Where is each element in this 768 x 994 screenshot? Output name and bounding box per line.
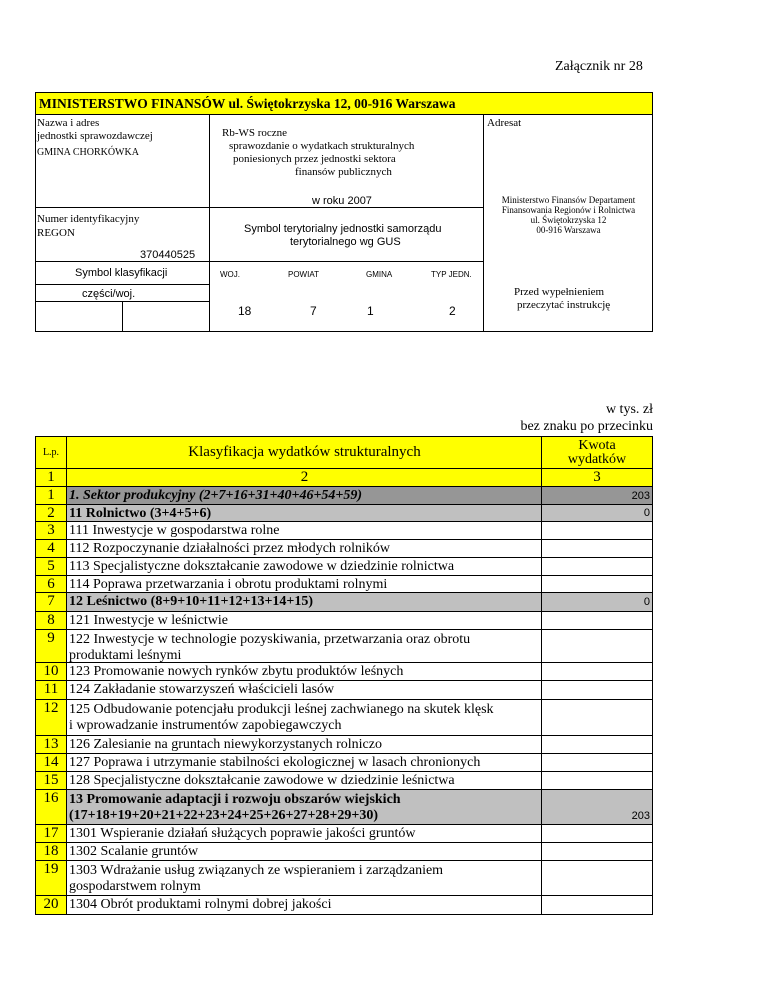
row-classification-line: (17+18+19+20+21+22+23+24+25+26+27+28+29+30): [69, 808, 379, 823]
row-lp: 8: [35, 612, 67, 630]
row-amount[interactable]: [541, 896, 653, 915]
col-num-class: 2: [67, 469, 542, 487]
row-lp: 6: [35, 576, 67, 593]
val-powiat: 7: [310, 304, 317, 318]
col-amount-header: [541, 436, 653, 469]
row-classification: [67, 861, 542, 896]
class-label: Symbol klasyfikacji: [75, 267, 168, 279]
row-amount[interactable]: [541, 861, 653, 896]
addressee-line: ul. Świętokrzyska 12: [530, 215, 607, 225]
addressee-line: Ministerstwo Finansów Departament: [501, 195, 636, 205]
addressee-label: Adresat: [487, 117, 522, 129]
col-amount-label: wydatków: [567, 452, 627, 467]
row-lp: 3: [35, 522, 67, 540]
row-classification: [67, 630, 542, 663]
row-lp: 13: [35, 736, 67, 754]
row-lp: 9: [35, 630, 67, 663]
row-amount[interactable]: 203: [541, 790, 653, 825]
row-classification: 1302 Scalanie gruntów: [67, 843, 542, 861]
row-classification-line: 13 Promowanie adaptacji i rozwoju obszarów wiejskich: [69, 792, 401, 807]
row-classification: 111 Inwestycje w gospodarstwa rolne: [67, 522, 542, 540]
row-classification: 11 Rolnictwo (3+4+5+6): [67, 505, 542, 522]
row-classification: 127 Poprawa i utrzymanie stabilności ekologicznej w lasach chronionych: [67, 754, 542, 772]
ministry-bar: MINISTERSTWO FINANSÓW ul. Świętokrzyska 12, 00-916 Warszawa: [35, 92, 653, 115]
id-label: REGON: [37, 227, 75, 239]
row-amount[interactable]: [541, 843, 653, 861]
row-classification-line: 125 Odbudowanie potencjału produkcji leśnej zachwianego na skutek klęsk: [69, 702, 494, 717]
unit-label: Nazwa i adres: [37, 117, 100, 129]
row-classification-line: i wprowadzanie instrumentów zapobiegawczych: [69, 718, 342, 733]
report-title: poniesionych przez jednostki sektora: [233, 153, 396, 165]
col-powiat: POWIAT: [288, 270, 319, 279]
col-lp-header: L.p.: [35, 436, 67, 469]
row-amount[interactable]: [541, 825, 653, 843]
val-gmina: 1: [367, 304, 374, 318]
row-classification: [67, 700, 542, 736]
units-label: w tys. zł: [605, 402, 653, 417]
annex-number: Załącznik nr 28: [555, 59, 643, 74]
row-lp: 19: [35, 861, 67, 896]
row-amount[interactable]: [541, 540, 653, 558]
instruction: przeczytać instrukcję: [517, 299, 611, 311]
col-woj: WOJ.: [220, 270, 240, 279]
col-class-header: Klasyfikacja wydatków strukturalnych: [67, 436, 542, 469]
divider: [209, 115, 210, 267]
row-amount[interactable]: [541, 663, 653, 681]
row-classification: 124 Zakładanie stowarzyszeń właścicieli lasów: [67, 681, 542, 700]
units-note: bez znaku po przecinku: [520, 419, 653, 434]
row-amount[interactable]: [541, 736, 653, 754]
row-lp: 20: [35, 896, 67, 915]
addressee-line: Finansowania Regionów i Rolnictwa: [501, 205, 636, 215]
row-amount[interactable]: 0: [541, 505, 653, 522]
row-lp: 15: [35, 772, 67, 790]
report-title: finansów publicznych: [295, 166, 392, 178]
row-lp: 2: [35, 505, 67, 522]
row-classification: 114 Poprawa przetwarzania i obrotu produktami rolnymi: [67, 576, 542, 593]
row-classification: 1. Sektor produkcyjny (2+7+16+31+40+46+54+59): [67, 487, 542, 505]
row-amount[interactable]: 0: [541, 593, 653, 612]
row-classification-line: 1303 Wdrażanie usług związanych ze wspieraniem i zarządzaniem: [69, 863, 444, 878]
row-amount[interactable]: [541, 576, 653, 593]
divider: [35, 261, 484, 262]
row-lp: 4: [35, 540, 67, 558]
row-classification: 112 Rozpoczynanie działalności przez młodych rolników: [67, 540, 542, 558]
row-classification-line: produktami leśnymi: [69, 648, 182, 663]
row-lp: 16: [35, 790, 67, 825]
row-amount[interactable]: [541, 700, 653, 736]
unit-name: GMINA CHORKÓWKA: [37, 147, 139, 158]
col-num-amount: 3: [541, 469, 653, 487]
row-lp: 14: [35, 754, 67, 772]
class-sub-label: części/woj.: [82, 288, 136, 300]
row-classification-line: 122 Inwestycje w technologie pozyskiwania, przetwarzania oraz obrotu: [69, 632, 471, 647]
row-classification-line: gospodarstwem rolnym: [69, 879, 201, 894]
divider: [209, 207, 484, 208]
row-lp: 18: [35, 843, 67, 861]
row-amount[interactable]: [541, 558, 653, 576]
divider: [35, 207, 210, 208]
row-lp: 1: [35, 487, 67, 505]
col-gmina: GMINA: [366, 270, 393, 279]
row-amount[interactable]: [541, 630, 653, 663]
row-classification: 123 Promowanie nowych rynków zbytu produktów leśnych: [67, 663, 542, 681]
instruction: Przed wypełnieniem: [514, 286, 605, 298]
row-amount[interactable]: [541, 522, 653, 540]
row-lp: 12: [35, 700, 67, 736]
col-typ: TYP JEDN.: [431, 270, 472, 279]
territorial-label: terytorialnego wg GUS: [290, 236, 401, 248]
row-classification: 126 Zalesianie na gruntach niewykorzystanych rolniczo: [67, 736, 542, 754]
row-lp: 11: [35, 681, 67, 700]
val-typ: 2: [449, 304, 456, 318]
year-line: w roku 2007: [312, 195, 372, 207]
row-lp: 5: [35, 558, 67, 576]
unit-label: jednostki sprawozdawczej: [37, 130, 153, 142]
val-woj: 18: [238, 304, 252, 318]
row-classification: 1301 Wspieranie działań służących poprawie jakości gruntów: [67, 825, 542, 843]
row-classification: [67, 790, 542, 825]
row-amount[interactable]: [541, 681, 653, 700]
col-amount-label: Kwota: [578, 438, 616, 453]
row-classification: 12 Leśnictwo (8+9+10+11+12+13+14+15): [67, 593, 542, 612]
row-lp: 17: [35, 825, 67, 843]
row-amount[interactable]: [541, 772, 653, 790]
row-classification: 121 Inwestycje w leśnictwie: [67, 612, 542, 630]
col-num-lp: 1: [35, 469, 67, 487]
row-classification: 113 Specjalistyczne dokształcanie zawodowe w dziedzinie rolnictwa: [67, 558, 542, 576]
row-amount[interactable]: [541, 754, 653, 772]
divider: [35, 284, 210, 285]
row-lp: 7: [35, 593, 67, 612]
divider: [209, 261, 210, 332]
report-title: Rb-WS roczne: [222, 127, 288, 139]
row-classification: 128 Specjalistyczne dokształcanie zawodowe w dziedzinie leśnictwa: [67, 772, 542, 790]
addressee-address: [484, 195, 653, 235]
row-lp: 10: [35, 663, 67, 681]
regon-value: 370440525: [140, 249, 196, 261]
row-classification: 1304 Obrót produktami rolnymi dobrej jakości: [67, 896, 542, 915]
addressee-line: 00-916 Warszawa: [536, 225, 601, 235]
id-label: Numer identyfikacyjny: [37, 213, 140, 225]
territorial-label: Symbol terytorialny jednostki samorządu: [244, 223, 442, 235]
report-title: sprawozdanie o wydatkach strukturalnych: [229, 140, 415, 152]
row-amount[interactable]: [541, 612, 653, 630]
divider: [122, 301, 123, 332]
row-amount[interactable]: 203: [541, 487, 653, 505]
